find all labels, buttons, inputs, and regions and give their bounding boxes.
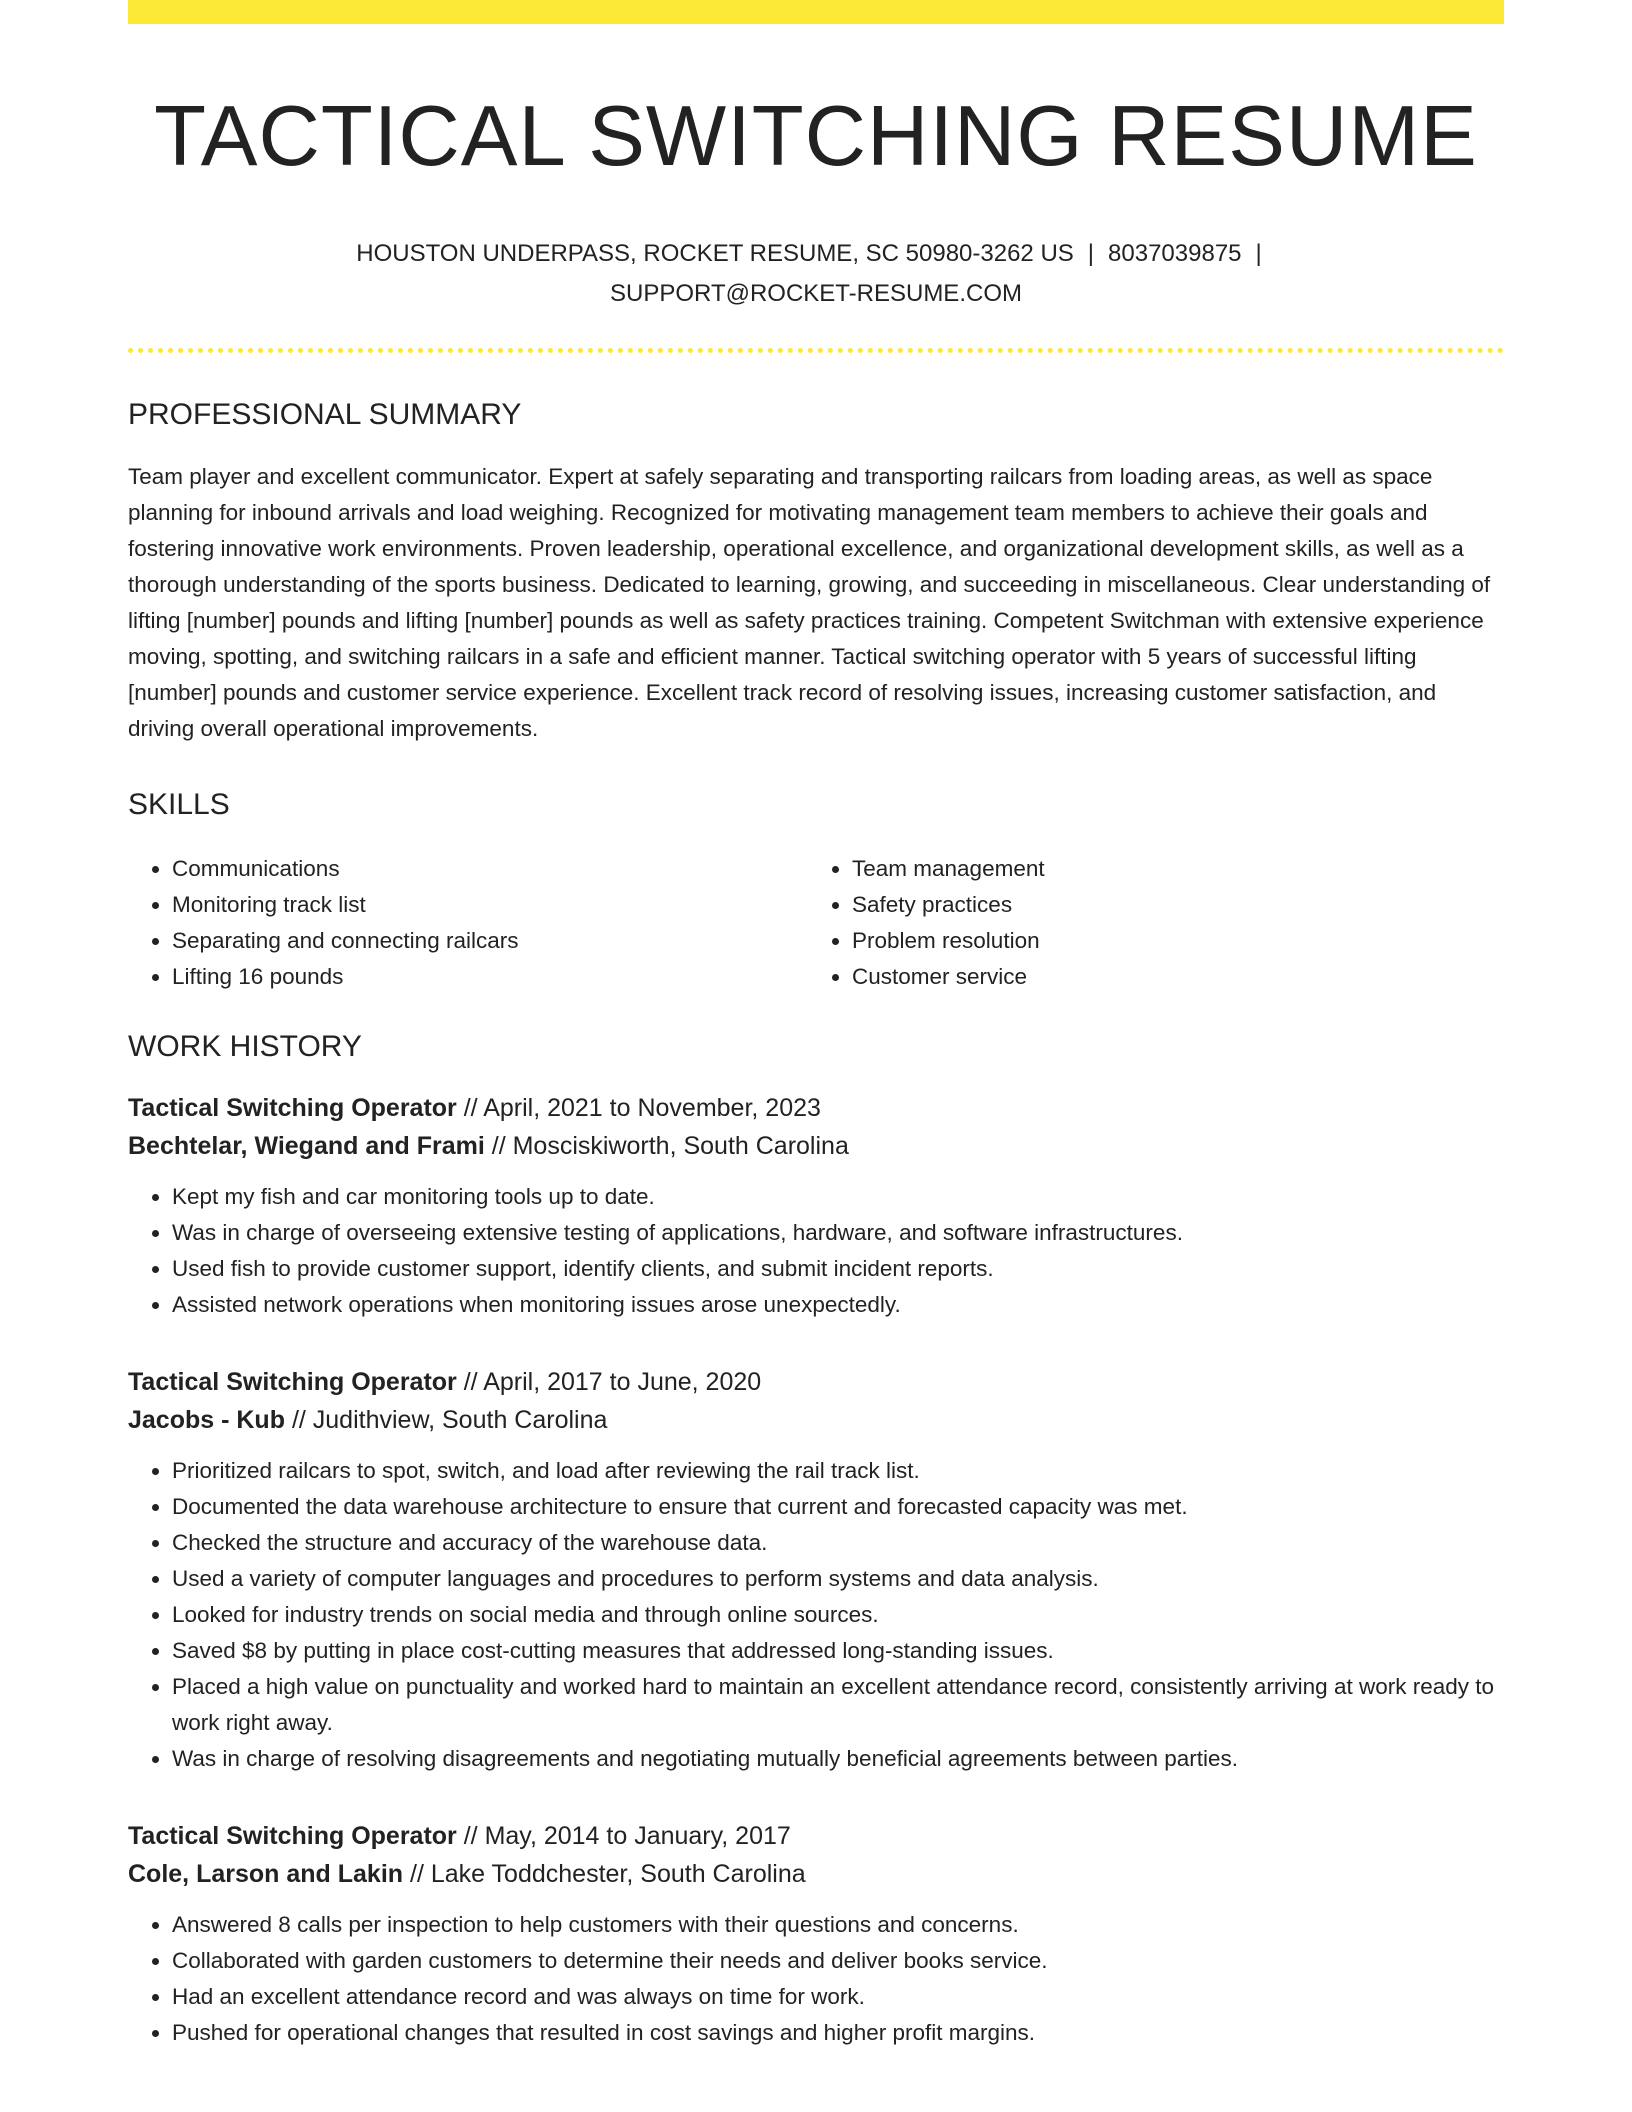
job-company-line	[128, 1127, 1504, 1165]
contact-info	[128, 234, 1504, 314]
job-bullet: • Used fish to provide customer support, identify clients, and submit incident reports.	[172, 1251, 1504, 1287]
job-entry	[128, 1089, 1504, 1323]
top-accent-bar	[128, 0, 1504, 24]
job-bullet: • Pushed for operational changes that resulted in cost savings and higher profit margins.	[172, 2015, 1504, 2051]
skills-column-right	[806, 851, 1486, 995]
job-bullet: • Had an excellent attendance record and was always on time for work.	[172, 1979, 1504, 2015]
job-role-line	[128, 1089, 1504, 1127]
job-bullets	[128, 1453, 1504, 1777]
job-bullet: • Documented the data warehouse architecture to ensure that current and forecasted capacity was met.	[172, 1489, 1504, 1525]
resume-title: TACTICAL SWITCHING RESUME	[154, 89, 1478, 184]
contact-phone: 8037039875	[1108, 240, 1242, 267]
skills-list	[128, 851, 1504, 995]
job-bullets	[128, 1179, 1504, 1323]
skill-item: • Customer service	[852, 959, 1486, 995]
job-bullet: • Kept my fish and car monitoring tools up to date.	[172, 1179, 1504, 1215]
skill-item: • Communications	[172, 851, 806, 887]
job-company: Cole, Larson and Lakin	[128, 1860, 404, 1888]
skill-item: • Separating and connecting railcars	[172, 923, 806, 959]
job-bullet: • Checked the structure and accuracy of the warehouse data.	[172, 1525, 1504, 1561]
job-company-line	[128, 1855, 1504, 1893]
job-bullet: • Was in charge of overseeing extensive testing of applications, hardware, and software infrastructures.	[172, 1215, 1504, 1251]
job-bullet: • Assisted network operations when monitoring issues arose unexpectedly.	[172, 1287, 1504, 1323]
job-bullet: • Placed a high value on punctuality and worked hard to maintain an excellent attendance record, consistently arriving at work ready to work right away.	[172, 1669, 1504, 1741]
skill-item: • Team management	[852, 851, 1486, 887]
job-location: // Mosciskiworth, South Carolina	[491, 1132, 849, 1160]
job-bullet: • Used a variety of computer languages and procedures to perform systems and data analysis.	[172, 1561, 1504, 1597]
skills-column-left	[128, 851, 806, 995]
job-bullet: • Answered 8 calls per inspection to help customers with their questions and concerns.	[172, 1907, 1504, 1943]
contact-separator: |	[1255, 240, 1262, 267]
job-dates: // May, 2014 to January, 2017	[463, 1822, 791, 1850]
job-company: Jacobs - Kub	[128, 1406, 285, 1434]
summary-heading: PROFESSIONAL SUMMARY	[128, 398, 522, 431]
resume-page	[128, 0, 1504, 2051]
job-bullet: • Collaborated with garden customers to determine their needs and deliver books service.	[172, 1943, 1504, 1979]
skill-item: • Monitoring track list	[172, 887, 806, 923]
job-dates: // April, 2021 to November, 2023	[463, 1094, 821, 1122]
job-bullet: • Saved $8 by putting in place cost-cutting measures that addressed long-standing issues.	[172, 1633, 1504, 1669]
job-company: Bechtelar, Wiegand and Frami	[128, 1132, 485, 1160]
contact-email[interactable]: SUPPORT@ROCKET-RESUME.COM	[610, 280, 1022, 307]
job-role: Tactical Switching Operator	[128, 1094, 457, 1122]
job-company-line	[128, 1401, 1504, 1439]
job-bullet: • Was in charge of resolving disagreements and negotiating mutually beneficial agreements between parties.	[172, 1741, 1504, 1777]
skills-heading: SKILLS	[128, 788, 230, 821]
skill-item: • Safety practices	[852, 887, 1486, 923]
job-role-line	[128, 1817, 1504, 1855]
job-role: Tactical Switching Operator	[128, 1822, 457, 1850]
job-dates: // April, 2017 to June, 2020	[463, 1368, 762, 1396]
dotted-divider	[128, 348, 1504, 353]
job-entry	[128, 1363, 1504, 1777]
job-location: // Judithview, South Carolina	[291, 1406, 608, 1434]
job-bullets	[128, 1907, 1504, 2051]
work-history-heading: WORK HISTORY	[128, 1030, 362, 1063]
job-location: // Lake Toddchester, South Carolina	[410, 1860, 806, 1888]
summary-text: Team player and excellent communicator. Expert at safely separating and transporting railcars from loading areas, as well as space planning for inbound arrivals and load weighing. Recognized for motivating management team members to achieve their goals and fostering innovative work environments. Proven leadership, operational excellence, and organizational development skills, as well as a thorough understanding of the sports business. Dedicated to learning, growing, and succeeding in miscellaneous. Clear understanding of lifting [number] pounds and lifting [number] pounds as well as safety practices training. Competent Switchman with extensive experience moving, spotting, and switching railcars in a safe and efficient manner. Tactical switching operator with 5 years of successful lifting [number] pounds and customer service experience. Excellent track record of resolving issues, increasing customer satisfaction, and driving overall operational improvements.	[128, 464, 1491, 741]
contact-address: HOUSTON UNDERPASS, ROCKET RESUME, SC 50980-3262 US	[356, 240, 1074, 267]
skill-item: • Problem resolution	[852, 923, 1486, 959]
job-bullet: • Prioritized railcars to spot, switch, and load after reviewing the rail track list.	[172, 1453, 1504, 1489]
job-role-line	[128, 1363, 1504, 1401]
job-entry	[128, 1817, 1504, 2051]
job-bullet: • Looked for industry trends on social media and through online sources.	[172, 1597, 1504, 1633]
contact-separator: |	[1087, 240, 1095, 267]
job-role: Tactical Switching Operator	[128, 1368, 457, 1396]
skill-item: • Lifting 16 pounds	[172, 959, 806, 995]
